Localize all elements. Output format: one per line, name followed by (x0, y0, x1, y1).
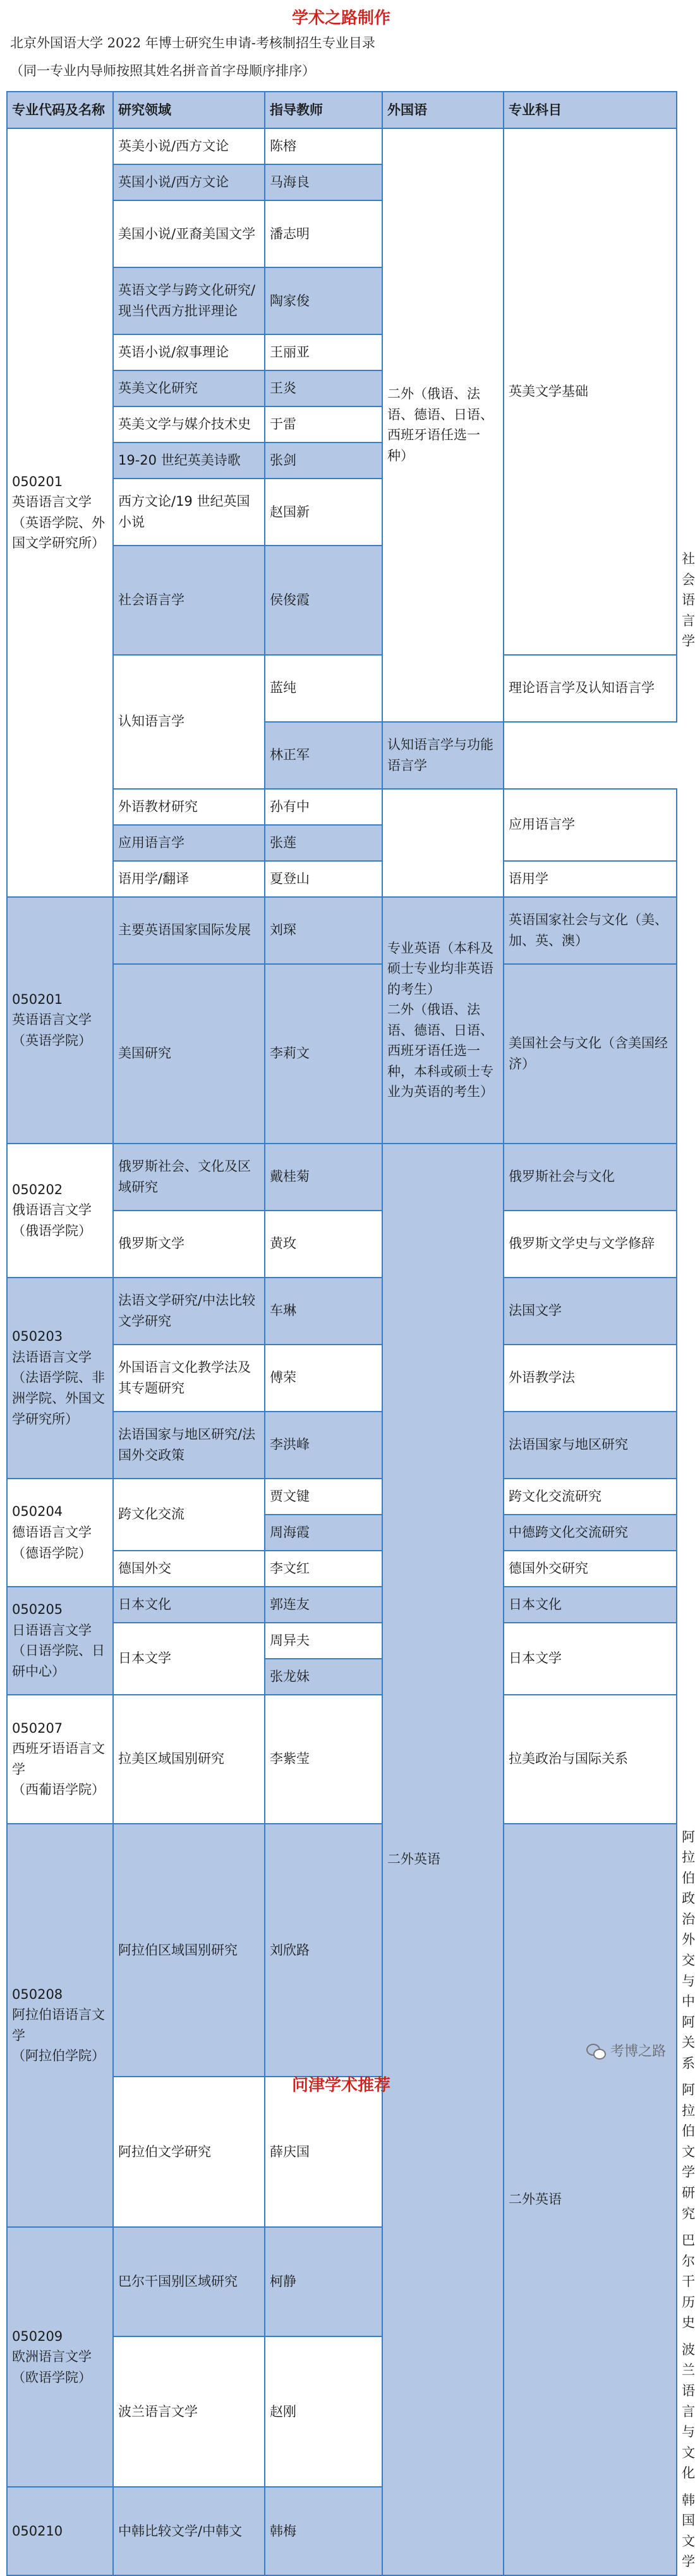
subject-cell: 拉美政治与国际关系 (504, 1695, 677, 1824)
wechat-icon (586, 2042, 605, 2059)
advisor-cell: 孙有中 (265, 789, 382, 825)
col-header-major: 专业代码及名称 (7, 92, 113, 128)
subject-cell: 英美文学基础 (504, 128, 677, 655)
field-cell: 日本文学 (113, 1623, 265, 1695)
advisor-cell: 戴桂菊 (265, 1144, 382, 1211)
advisor-cell: 于雷 (265, 406, 382, 443)
field-cell: 法语文学研究/中法比较文学研究 (113, 1278, 265, 1345)
table-row: 050210 中韩比较文学/中韩文 韩梅 韩国文学 (7, 2487, 677, 2575)
subject-cell: 跨文化交流研究 (504, 1479, 677, 1515)
advisor-cell: 李文红 (265, 1551, 382, 1587)
advisor-cell: 马海良 (265, 164, 382, 200)
major-cell: 050201 英语语言文学 （英语学院） (7, 897, 113, 1144)
field-cell: 语用学/翻译 (113, 861, 265, 897)
language-cell: 二外英语 (382, 1144, 504, 2575)
field-cell: 波兰语言文学 (113, 2336, 265, 2487)
field-cell: 英美文学与媒介技术史 (113, 406, 265, 443)
advisor-cell: 刘琛 (265, 897, 382, 964)
major-cell: 050201 英语语言文学 （英语学院、外国文学研究所） (7, 128, 113, 897)
field-cell: 外语教材研究 (113, 789, 265, 825)
advisor-cell: 傅荣 (265, 1345, 382, 1412)
advisor-cell: 周异夫 (265, 1623, 382, 1659)
major-cell: 050204 德语语言文学 （德语学院） (7, 1479, 113, 1587)
advisor-cell: 李洪峰 (265, 1412, 382, 1479)
major-cell: 050208 阿拉伯语语言文学 （阿拉伯学院） (7, 1824, 113, 2227)
field-cell: 应用语言学 (113, 825, 265, 861)
field-cell: 英语小说/叙事理论 (113, 334, 265, 370)
subject-cell: 法国文学 (504, 1278, 677, 1345)
subject-cell: 认知语言学与功能语言学 (382, 722, 504, 789)
language-cell: 专业英语（本科及硕士专业均非英语的考生） 二外（俄语、法语、德语、日语、西班牙语任选一种，本科或硕士专业为英语的考生） (382, 897, 504, 1144)
language-cell: 二外英语 (504, 1824, 677, 2575)
advisor-cell: 蓝纯 (265, 655, 382, 722)
advisor-cell: 陶家俊 (265, 267, 382, 334)
field-cell: 外国语言文化教学法及其专题研究 (113, 1345, 265, 1412)
table-row (7, 128, 677, 164)
field-cell: 美国小说/亚裔美国文学 (113, 200, 265, 267)
subject-cell: 中德跨文化交流研究 (504, 1515, 677, 1551)
advisor-cell: 张龙妹 (265, 1659, 382, 1695)
table-row: 050208 阿拉伯语语言文学 （阿拉伯学院） 阿拉伯区域国别研究 刘欣路 二外英语 阿拉伯政治外交与中阿关系 (7, 1824, 677, 2077)
table-header-row (7, 92, 677, 128)
advisor-cell: 张莲 (265, 825, 382, 861)
document-note: （同一专业内导师按照其姓名拼音首字母顺序排序） (10, 63, 315, 78)
field-cell: 社会语言学 (113, 546, 265, 655)
advisor-cell: 刘欣路 (265, 1824, 382, 2077)
major-cell: 050210 (7, 2487, 113, 2575)
col-header-language: 外国语 (382, 92, 504, 128)
subject-cell: 语用学 (504, 861, 677, 897)
document-title: 北京外国语大学 2022 年博士研究生申请-考核制招生专业目录 (10, 35, 375, 51)
subject-cell: 俄罗斯文学史与文学修辞 (504, 1211, 677, 1278)
subject-cell: 日本文学 (504, 1623, 677, 1695)
subject-cell: 英语国家社会与文化（美、加、英、澳） (504, 897, 677, 964)
advisor-cell: 夏登山 (265, 861, 382, 897)
subject-cell: 应用语言学 (504, 789, 677, 861)
table-row: 社会语言学 侯俊霞 社会语言学 (7, 546, 677, 655)
col-header-field: 研究领域 (113, 92, 265, 128)
field-cell: 英语文学与跨文化研究/现当代西方批评理论 (113, 267, 265, 334)
table-row (7, 1587, 677, 1623)
field-cell: 中韩比较文学/中韩文 (113, 2487, 265, 2575)
advisor-cell: 张剑 (265, 443, 382, 479)
brand-bottom: 问津学术推荐 (291, 2076, 390, 2095)
field-cell: 日本文化 (113, 1587, 265, 1623)
field-cell: 阿拉伯文学研究 (113, 2077, 265, 2227)
subject-cell: 美国社会与文化（含美国经济） (504, 964, 677, 1144)
table-row: 波兰语言文学 赵刚 波兰语言与文化 (7, 2336, 677, 2487)
field-cell: 拉美区域国别研究 (113, 1695, 265, 1824)
advisor-cell: 陈榕 (265, 128, 382, 164)
advisor-cell: 李紫莹 (265, 1695, 382, 1824)
advisor-cell: 王丽亚 (265, 334, 382, 370)
advisor-cell: 韩梅 (265, 2487, 382, 2575)
advisor-cell: 李莉文 (265, 964, 382, 1144)
language-cell-blank (382, 789, 504, 897)
field-cell: 英国小说/西方文论 (113, 164, 265, 200)
advisor-cell: 柯静 (265, 2227, 382, 2336)
field-cell: 阿拉伯区域国别研究 (113, 1824, 265, 2077)
field-cell: 主要英语国家国际发展 (113, 897, 265, 964)
field-cell: 美国研究 (113, 964, 265, 1144)
table-row (7, 1278, 677, 1345)
subject-cell: 法语国家与地区研究 (504, 1412, 677, 1479)
table-row (7, 1144, 677, 1211)
field-cell: 跨文化交流 (113, 1479, 265, 1551)
table-row: 阿拉伯文学研究 薛庆国 阿拉伯文学研究 (7, 2077, 677, 2227)
major-cell: 050202 俄语语言文学 （俄语学院） (7, 1144, 113, 1278)
advisor-cell: 赵刚 (265, 2336, 382, 2487)
catalog-table (6, 91, 695, 2576)
advisor-cell: 郭连友 (265, 1587, 382, 1623)
table-row (7, 897, 677, 964)
field-cell: 巴尔干国别区域研究 (113, 2227, 265, 2336)
field-cell: 西方文论/19 世纪英国小说 (113, 479, 265, 546)
subject-cell: 日本文化 (504, 1587, 677, 1623)
table-row (7, 1695, 677, 1824)
advisor-cell: 王炎 (265, 370, 382, 406)
brand-top: 学术之路制作 (291, 9, 390, 28)
subject-cell: 外语教学法 (504, 1345, 677, 1412)
field-cell: 俄罗斯文学 (113, 1211, 265, 1278)
advisor-cell: 黄玫 (265, 1211, 382, 1278)
field-cell: 19-20 世纪英美诗歌 (113, 443, 265, 479)
advisor-cell: 侯俊霞 (265, 546, 382, 655)
watermark (586, 2041, 666, 2060)
advisor-cell: 贾文键 (265, 1479, 382, 1515)
col-header-subject: 专业科目 (504, 92, 677, 128)
major-cell: 050205 日语语言文学 （日语学院、日研中心） (7, 1587, 113, 1695)
advisor-cell: 周海霞 (265, 1515, 382, 1551)
advisor-cell: 车琳 (265, 1278, 382, 1345)
table-row: 050209 欧洲语言文学 （欧语学院） 巴尔干国别区域研究 柯静 巴尔干历史 (7, 2227, 677, 2336)
field-cell: 德国外交 (113, 1551, 265, 1587)
col-header-advisor: 指导教师 (265, 92, 382, 128)
advisor-cell: 潘志明 (265, 200, 382, 267)
advisor-cell: 林正军 (265, 722, 382, 789)
subject-cell: 理论语言学及认知语言学 (504, 655, 677, 722)
field-cell: 俄罗斯社会、文化及区域研究 (113, 1144, 265, 1211)
major-cell: 050203 法语语言文学 （法语学院、非洲学院、外国文学研究所） (7, 1278, 113, 1479)
advisor-cell: 薛庆国 (265, 2077, 382, 2227)
subject-cell: 德国外交研究 (504, 1551, 677, 1587)
field-cell: 认知语言学 (113, 655, 265, 789)
field-cell: 英美文化研究 (113, 370, 265, 406)
field-cell: 英美小说/西方文论 (113, 128, 265, 164)
advisor-cell: 赵国新 (265, 479, 382, 546)
watermark-label: 考博之路 (610, 2044, 666, 2060)
language-cell: 二外（俄语、法语、德语、日语、西班牙语任选一种） (382, 128, 504, 722)
major-cell: 050207 西班牙语语言文学 （西葡语学院） (7, 1695, 113, 1824)
major-cell: 050209 欧洲语言文学 （欧语学院） (7, 2227, 113, 2487)
field-cell: 法语国家与地区研究/法国外交政策 (113, 1412, 265, 1479)
subject-cell: 俄罗斯社会与文化 (504, 1144, 677, 1211)
table-row (7, 1479, 677, 1515)
